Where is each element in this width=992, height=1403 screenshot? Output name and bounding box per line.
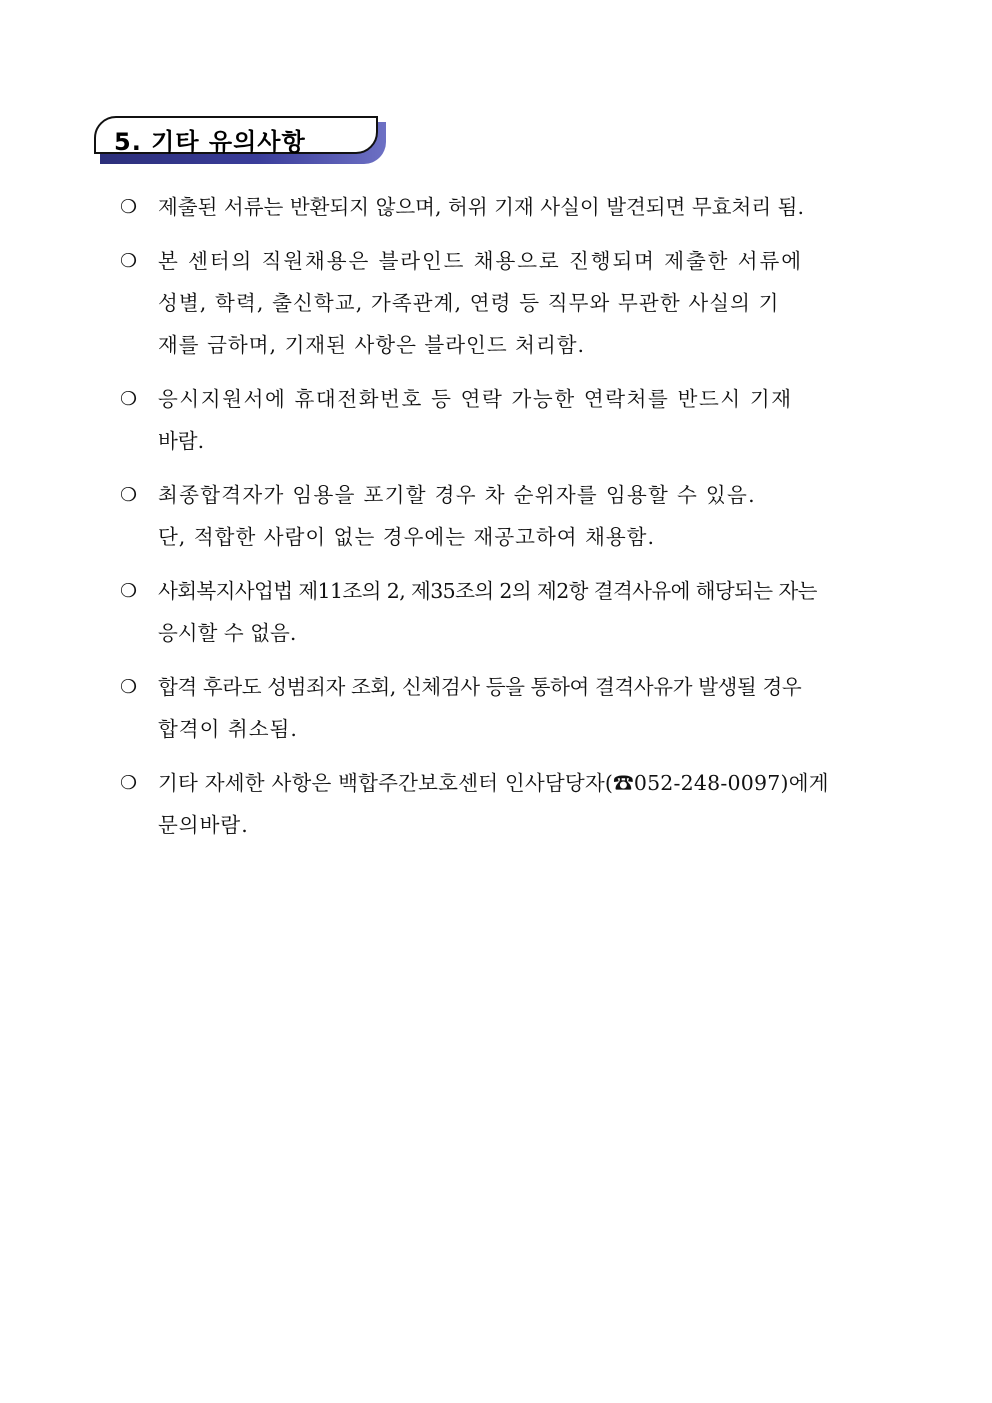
bullet-circle-icon: ❍ xyxy=(120,772,138,794)
item-line: 응시지원서에 휴대전화번호 등 연락 가능한 연락처를 반드시 기재 xyxy=(158,387,793,411)
bullet-circle-icon: ❍ xyxy=(120,676,138,698)
list-item xyxy=(120,666,898,750)
list-item xyxy=(120,474,898,558)
bullet-circle-icon: ❍ xyxy=(120,484,138,506)
section-heading xyxy=(94,116,388,164)
list-item xyxy=(120,762,898,846)
section-title: 5. 기타 유의사항 xyxy=(114,128,306,156)
item-line: 재를 금하며, 기재된 사항은 블라인드 처리함. xyxy=(158,333,586,357)
bullet-circle-icon: ❍ xyxy=(120,388,138,410)
bullet-circle-icon: ❍ xyxy=(120,250,138,272)
list-item xyxy=(120,378,898,462)
item-line: 기타 자세한 사항은 백합주간보호센터 인사담당자(☎052-248-0097)에게 xyxy=(158,771,829,795)
bullet-circle-icon: ❍ xyxy=(120,196,138,218)
list-item xyxy=(120,570,898,654)
item-line: 본 센터의 직원채용은 블라인드 채용으로 진행되며 제출한 서류에 xyxy=(158,249,803,273)
item-line: 단, 적합한 사람이 없는 경우에는 재공고하여 채용함. xyxy=(158,525,655,549)
item-line: 합격 후라도 성범죄자 조회, 신체검사 등을 통하여 결격사유가 발생될 경우 xyxy=(158,675,802,699)
bullet-circle-icon: ❍ xyxy=(120,580,138,602)
item-line: 합격이 취소됨. xyxy=(158,717,298,741)
item-line: 문의바람. xyxy=(158,813,249,837)
list-item xyxy=(120,240,898,366)
list-item xyxy=(120,186,898,228)
notice-list xyxy=(120,186,898,858)
item-line: 제출된 서류는 반환되지 않으며, 허위 기재 사실이 발견되면 무효처리 됨. xyxy=(158,195,804,219)
item-line: 성별, 학력, 출신학교, 가족관계, 연령 등 직무와 무관한 사실의 기 xyxy=(158,291,780,315)
item-line: 바람. xyxy=(158,429,205,453)
section-heading-box xyxy=(94,116,378,154)
item-line: 응시할 수 없음. xyxy=(158,621,297,645)
item-line: 최종합격자가 임용을 포기할 경우 차 순위자를 임용할 수 있음. xyxy=(158,483,756,507)
item-line: 사회복지사업법 제11조의 2, 제35조의 2의 제2항 결격사유에 해당되는 자는 xyxy=(158,579,817,603)
